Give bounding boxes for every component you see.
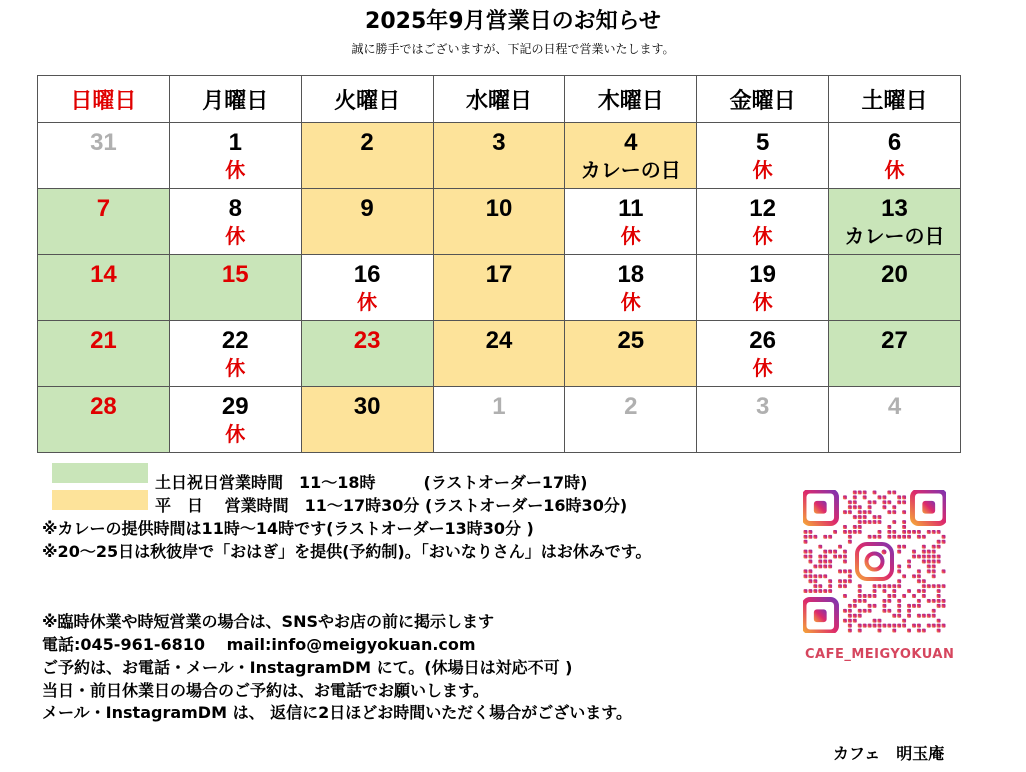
closed-day-label: 休 (225, 422, 246, 446)
calendar-day-cell (301, 321, 433, 387)
day-number: 18 (617, 261, 645, 288)
calendar-day-cell (697, 123, 829, 189)
weekday-header-row (38, 76, 961, 123)
calendar-day-cell (565, 189, 697, 255)
day-number: 1 (228, 129, 242, 156)
weekday-header: 火曜日 (301, 76, 433, 123)
note-temp-close: ※臨時休業や時短営業の場合は、SNSやお店の前に掲示します (42, 612, 494, 631)
note-sameday: 当日・前日休業日の場合のご予約は、お電話でお願いします。 (42, 681, 489, 700)
calendar-day-cell (433, 123, 565, 189)
closed-day-label: 休 (357, 290, 378, 314)
instagram-icon (857, 544, 892, 579)
closed-day-label: 休 (752, 356, 773, 380)
day-number: 16 (353, 261, 381, 288)
day-number: 17 (485, 261, 513, 288)
calendar-day-cell (38, 321, 170, 387)
legend-weekend: 土日祝日営業時間 11～18時 (ラストオーダー17時) (155, 473, 588, 492)
calendar-day-cell (301, 123, 433, 189)
calendar-week-row (38, 189, 961, 255)
day-number: 14 (90, 261, 117, 288)
legend-weekday: 平 日 営業時間 11～17時30分 (ラストオーダー16時30分) (155, 496, 628, 515)
legend-swatch-weekend (52, 463, 148, 483)
day-number: 21 (90, 327, 117, 354)
closed-day-label: 休 (884, 158, 905, 182)
day-number: 11 (618, 195, 644, 222)
note-reserve: ご予約は、お電話・メール・InstagramDM にて。(休場日は対応不可 ) (42, 658, 573, 677)
day-number: 1 (492, 393, 506, 420)
page-subtitle: 誠に勝手ではございますが、下記の日程で営業いたします。 (351, 42, 675, 56)
legend-swatch-weekday (52, 490, 148, 510)
calendar-day-cell (301, 189, 433, 255)
closed-day-label: 休 (752, 158, 773, 182)
calendar-day-cell (565, 123, 697, 189)
calendar-day-cell (565, 321, 697, 387)
calendar-day-cell (169, 387, 301, 453)
calendar-day-cell (169, 189, 301, 255)
weekday-header: 木曜日 (565, 76, 697, 123)
closed-day-label: 休 (225, 158, 246, 182)
calendar-day-cell (433, 255, 565, 321)
calendar-day-cell (169, 255, 301, 321)
day-number: 19 (749, 261, 776, 288)
calendar-day-cell (565, 255, 697, 321)
calendar-day-cell (565, 387, 697, 453)
day-number: 29 (221, 393, 249, 420)
closed-day-label: 休 (752, 290, 773, 314)
calendar-day-cell (169, 321, 301, 387)
day-number: 27 (881, 327, 908, 354)
calendar-day-cell (697, 255, 829, 321)
shop-name: カフェ 明玉庵 (833, 744, 945, 763)
calendar-day-cell (433, 189, 565, 255)
note-ohagi: ※20～25日は秋彼岸で「おはぎ」を提供(予約制)。「おいなりさん」はお休みです。 (42, 542, 652, 561)
day-number: 3 (755, 393, 770, 420)
note-reply: メール・InstagramDM は、 返信に2日ほどお時間いただく場合がございます。 (42, 703, 633, 722)
day-number: 15 (221, 261, 249, 288)
calendar-week-row (38, 123, 961, 189)
day-number: 8 (228, 195, 242, 222)
calendar-day-cell (301, 255, 433, 321)
day-number: 2 (624, 393, 638, 420)
day-number: 4 (624, 129, 638, 156)
calendar-week-row (38, 255, 961, 321)
calendar-day-cell (433, 321, 565, 387)
weekday-header: 水曜日 (433, 76, 565, 123)
closed-day-label: 休 (225, 224, 246, 248)
day-number: 20 (881, 261, 908, 288)
calendar-day-cell (38, 387, 170, 453)
note-contact: 電話:045-961-6810 mail:info@meigyokuan.com (42, 635, 476, 654)
page-title: 2025年9月営業日のお知らせ (365, 9, 661, 34)
instagram-handle[interactable]: CAFE_MEIGYOKUAN (805, 647, 955, 662)
calendar-day-cell (301, 387, 433, 453)
day-number: 9 (360, 195, 374, 222)
weekday-header: 月曜日 (169, 76, 301, 123)
weekday-header: 金曜日 (697, 76, 829, 123)
calendar-day-cell (38, 255, 170, 321)
day-number: 30 (353, 393, 381, 420)
day-number: 10 (485, 195, 513, 222)
weekday-header: 日曜日 (38, 76, 170, 123)
closed-day-label: 休 (620, 290, 641, 314)
calendar-day-cell (829, 123, 961, 189)
closed-day-label: 休 (620, 224, 641, 248)
calendar-day-cell (829, 387, 961, 453)
day-number: 5 (755, 129, 770, 156)
closed-day-label: 休 (752, 224, 773, 248)
calendar-table (37, 75, 961, 453)
day-number: 22 (221, 327, 249, 354)
day-number: 31 (90, 129, 117, 156)
note-curry: ※カレーの提供時間は11時～14時です(ラストオーダー13時30分 ) (42, 519, 534, 538)
calendar-body (38, 123, 961, 453)
calendar-day-cell (38, 123, 170, 189)
day-number: 23 (353, 327, 381, 354)
calendar-day-cell (38, 189, 170, 255)
day-number: 3 (492, 129, 506, 156)
calendar-day-cell (697, 321, 829, 387)
weekday-header: 土曜日 (829, 76, 961, 123)
instagram-qr-code-icon[interactable] (803, 490, 946, 633)
calendar-day-cell (169, 123, 301, 189)
day-number: 24 (485, 327, 513, 354)
curry-day-label: カレーの日 (580, 158, 681, 182)
curry-day-label: カレーの日 (844, 224, 945, 248)
calendar-day-cell (697, 387, 829, 453)
calendar-day-cell (829, 321, 961, 387)
closed-day-label: 休 (225, 356, 246, 380)
calendar-day-cell (829, 255, 961, 321)
day-number: 2 (360, 129, 374, 156)
calendar-day-cell (829, 189, 961, 255)
day-number: 12 (749, 195, 776, 222)
day-number: 13 (881, 195, 908, 222)
day-number: 7 (96, 195, 111, 222)
calendar-week-row (38, 387, 961, 453)
calendar-day-cell (433, 387, 565, 453)
day-number: 6 (887, 129, 902, 156)
calendar-day-cell (697, 189, 829, 255)
day-number: 4 (887, 393, 902, 420)
day-number: 25 (617, 327, 645, 354)
calendar-week-row (38, 321, 961, 387)
day-number: 28 (90, 393, 117, 420)
day-number: 26 (749, 327, 776, 354)
